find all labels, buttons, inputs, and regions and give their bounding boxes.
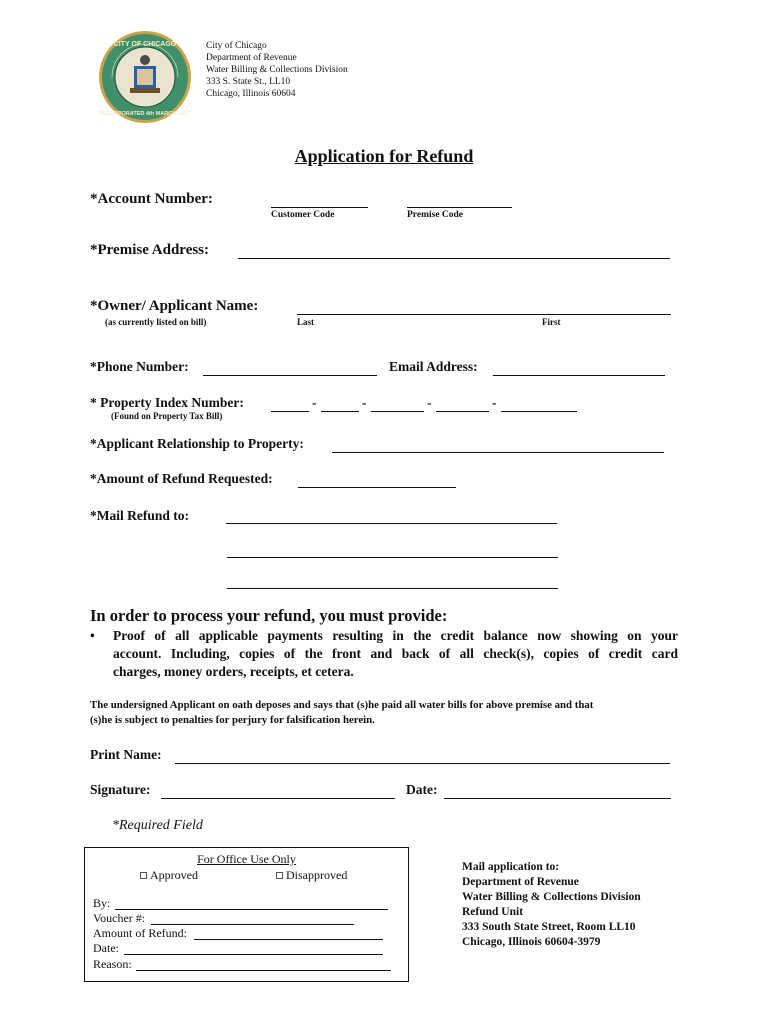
phone-label: *Phone Number:: [90, 359, 189, 374]
owner-note: (as currently listed on bill): [105, 317, 207, 327]
customer-code-field[interactable]: [271, 192, 368, 208]
checkbox-icon: [276, 872, 283, 879]
email-field[interactable]: [493, 360, 665, 376]
disapproved-checkbox[interactable]: Disapproved: [276, 868, 347, 883]
office-date-field[interactable]: [124, 943, 383, 955]
bullet-icon: •: [90, 628, 95, 643]
requirement-line-2: account. Including, copies of the front and back of all check(s), copies of credit card: [113, 646, 678, 661]
pin-dash-3: -: [427, 395, 432, 410]
pin-field-1[interactable]: [271, 396, 309, 412]
print-name-field[interactable]: [175, 748, 670, 764]
premise-address-label: *Premise Address:: [90, 242, 210, 258]
office-voucher-label: Voucher #:: [93, 911, 146, 925]
office-voucher-field[interactable]: [151, 913, 354, 925]
pin-dash-4: -: [492, 395, 497, 410]
premise-code-label: Premise Code: [407, 210, 464, 220]
header-line-1: City of Chicago: [206, 41, 267, 51]
approved-checkbox[interactable]: Approved: [140, 868, 198, 883]
header-line-3: Water Billing & Collections Division: [206, 65, 348, 75]
pin-dash-1: -: [312, 395, 317, 410]
office-date-label: Date:: [93, 941, 119, 955]
mail-app-line-5: 333 South State Street, Room LL10: [462, 921, 636, 933]
pin-field-3[interactable]: [371, 396, 424, 412]
pin-label: * Property Index Number:: [90, 395, 244, 410]
signature-field[interactable]: [161, 783, 395, 799]
mail-address-line-2[interactable]: [227, 542, 558, 558]
mail-refund-label: *Mail Refund to:: [90, 508, 189, 523]
mail-address-line-3[interactable]: [227, 573, 558, 589]
header-line-4: 333 S. State St., LL10: [206, 77, 291, 87]
refund-amount-field[interactable]: [298, 472, 456, 488]
pin-field-4[interactable]: [436, 396, 489, 412]
svg-text:INCORPORATED 4th MARCH 1837: INCORPORATED 4th MARCH 1837: [100, 111, 190, 117]
header-line-5: Chicago, Illinois 60604: [206, 89, 296, 99]
pin-dash-2: -: [362, 395, 367, 410]
pin-note: (Found on Property Tax Bill): [111, 411, 223, 421]
office-by-label: By:: [93, 896, 111, 910]
account-number-label: *Account Number:: [90, 191, 213, 207]
oath-line-2: (s)he is subject to penalties for perjury for falsification herein.: [90, 714, 375, 726]
relationship-field[interactable]: [332, 437, 664, 453]
pin-field-2[interactable]: [321, 396, 359, 412]
svg-text:CITY OF CHICAGO: CITY OF CHICAGO: [113, 41, 177, 48]
office-reason-field[interactable]: [136, 959, 391, 971]
refund-amount-label: *Amount of Refund Requested:: [90, 471, 273, 486]
pin-field-5[interactable]: [501, 396, 577, 412]
city-seal-icon: [98, 30, 192, 124]
signature-label: Signature:: [90, 782, 151, 797]
first-name-label: First: [542, 317, 561, 327]
checkbox-icon: [140, 872, 147, 879]
office-amount-label: Amount of Refund:: [93, 926, 187, 940]
date-field[interactable]: [444, 783, 671, 799]
required-field-note: *Required Field: [112, 818, 203, 833]
owner-name-label: *Owner/ Applicant Name:: [90, 298, 259, 314]
mail-app-line-3: Water Billing & Collections Division: [462, 891, 641, 903]
print-name-label: Print Name:: [90, 747, 162, 762]
premise-code-field[interactable]: [407, 192, 512, 208]
requirement-line-3: charges, money orders, receipts, et cetera.: [113, 664, 354, 679]
customer-code-label: Customer Code: [271, 210, 335, 220]
mail-app-line-2: Department of Revenue: [462, 876, 579, 888]
mail-app-line-6: Chicago, Illinois 60604-3979: [462, 936, 601, 948]
office-reason-label: Reason:: [93, 957, 132, 971]
office-by-field[interactable]: [115, 898, 388, 910]
premise-address-field[interactable]: [238, 243, 670, 259]
page-title: Application for Refund: [294, 146, 474, 166]
email-label: Email Address:: [389, 359, 478, 374]
office-amount-field[interactable]: [194, 928, 383, 940]
date-label: Date:: [406, 782, 438, 797]
requirements-heading: In order to process your refund, you must provide:: [90, 606, 448, 625]
phone-field[interactable]: [203, 360, 377, 376]
owner-name-field[interactable]: [297, 299, 671, 315]
relationship-label: *Applicant Relationship to Property:: [90, 436, 304, 451]
office-use-heading: For Office Use Only: [197, 852, 296, 866]
mail-app-line-1: Mail application to:: [462, 861, 560, 873]
last-name-label: Last: [297, 317, 315, 327]
mail-address-line-1[interactable]: [226, 508, 557, 524]
requirement-line-1: Proof of all applicable payments resulting in the credit balance now showing on your: [113, 628, 678, 643]
header-line-2: Department of Revenue: [206, 53, 297, 63]
oath-line-1: The undersigned Applicant on oath deposes and says that (s)he paid all water bills for above premise and that: [90, 699, 594, 711]
mail-app-line-4: Refund Unit: [462, 906, 524, 918]
